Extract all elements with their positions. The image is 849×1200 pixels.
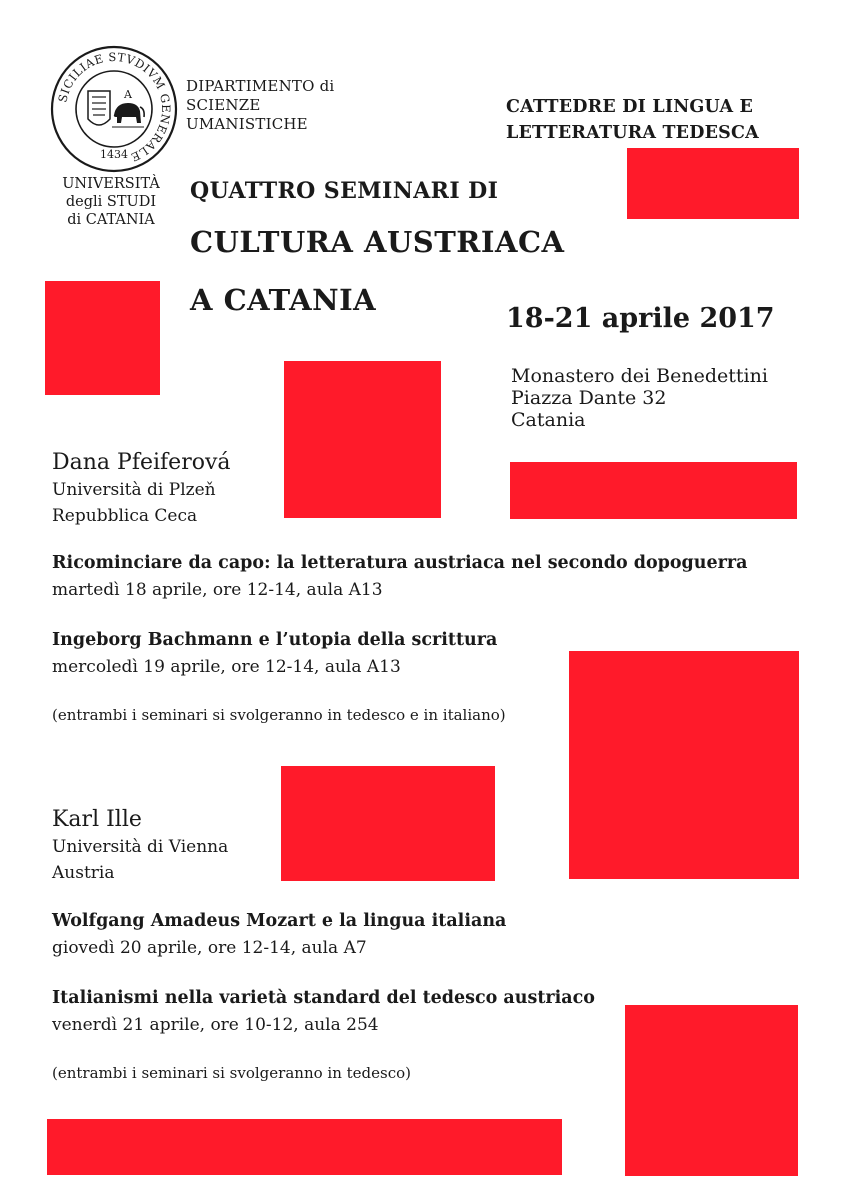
title-line-3: A CATANIA xyxy=(190,283,377,317)
red-block-bottom-left xyxy=(47,1119,562,1175)
red-block-left xyxy=(45,281,160,395)
event-venue: Monastero dei Benedettini Piazza Dante 32 Catania xyxy=(511,365,768,431)
title-line-1: QUATTRO SEMINARI DI xyxy=(190,178,499,204)
seal-year: 1434 xyxy=(100,148,128,161)
seminar-title: Ricominciare da capo: la letteratura austriaca nel secondo dopoguerra xyxy=(52,553,748,573)
seal-letter: A xyxy=(124,88,132,101)
red-block-bottom-right xyxy=(625,1005,798,1176)
red-block-middle xyxy=(281,766,495,881)
red-block-under-venue xyxy=(510,462,797,519)
seminar-title: Wolfgang Amadeus Mozart e la lingua italiana xyxy=(52,911,507,931)
speaker-affiliation: Università di Plzeň Repubblica Ceca xyxy=(52,480,216,526)
seminar-details: mercoledì 19 aprile, ore 12-14, aula A13 xyxy=(52,657,401,677)
red-block-top-right xyxy=(627,148,799,219)
department-name: DIPARTIMENTO di SCIENZE UMANISTICHE xyxy=(186,77,335,133)
red-block-right-large xyxy=(569,651,799,879)
speaker-name: Karl Ille xyxy=(52,807,142,832)
event-dates: 18-21 aprile 2017 xyxy=(506,303,775,334)
seminar-title: Ingeborg Bachmann e l’utopia della scrittura xyxy=(52,630,498,650)
university-seal-logo xyxy=(50,45,178,173)
cattedre-heading: CATTEDRE DI LINGUA E LETTERATURA TEDESCA xyxy=(506,97,759,143)
seminar-details: venerdì 21 aprile, ore 10-12, aula 254 xyxy=(52,1015,379,1035)
seminar-language-note: (entrambi i seminari si svolgeranno in tedesco e in italiano) xyxy=(52,706,506,724)
seminar-title: Italianismi nella varietà standard del tedesco austriaco xyxy=(52,988,595,1008)
seminar-language-note: (entrambi i seminari si svolgeranno in tedesco) xyxy=(52,1064,411,1082)
speaker-name: Dana Pfeiferová xyxy=(52,450,231,475)
university-name: UNIVERSITÀ degli STUDI di CATANIA xyxy=(62,176,160,228)
speaker-affiliation: Università di Vienna Austria xyxy=(52,837,229,883)
seal-ring-text: SICILIAE STVDIVM GENERALE xyxy=(55,49,174,165)
seminar-details: martedì 18 aprile, ore 12-14, aula A13 xyxy=(52,580,383,600)
seminar-details: giovedì 20 aprile, ore 12-14, aula A7 xyxy=(52,938,367,958)
title-line-2: CULTURA AUSTRIACA xyxy=(190,225,565,259)
red-block-center xyxy=(284,361,441,518)
